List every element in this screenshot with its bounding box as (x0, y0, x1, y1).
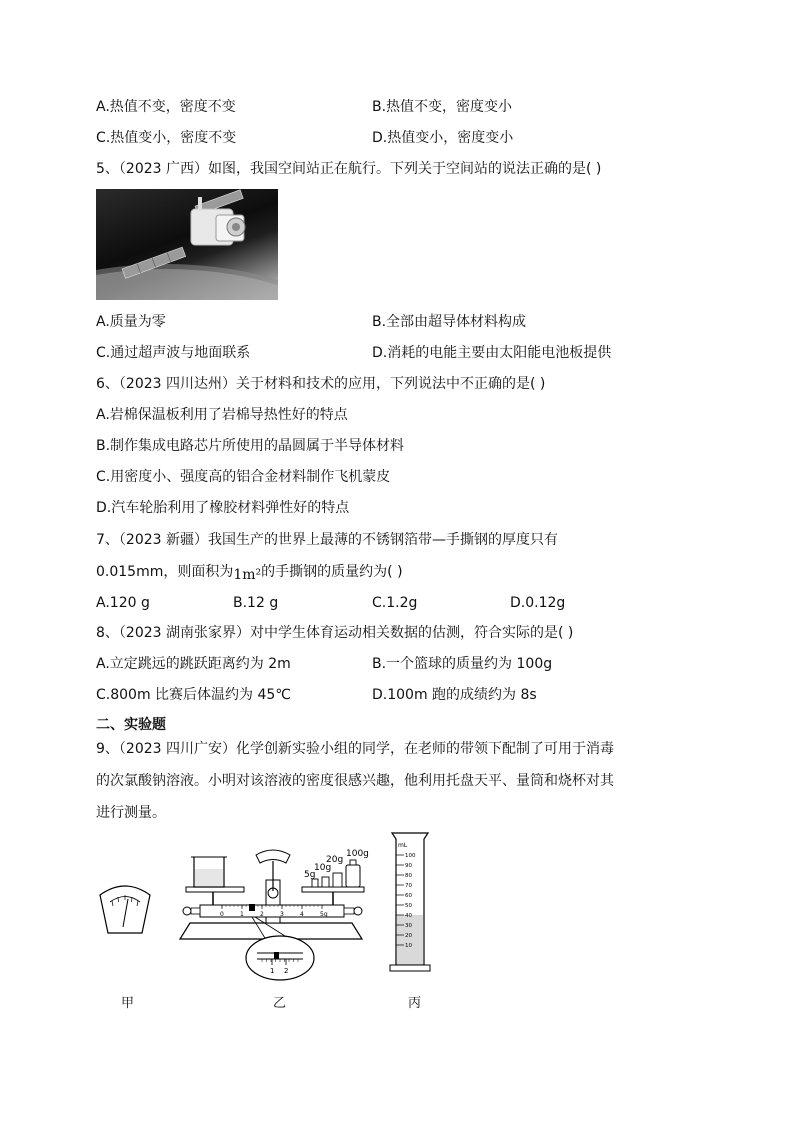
q8-option-c[interactable]: C.800m 比赛后体温约为 45℃ (96, 687, 292, 703)
weight-label: 100g (346, 849, 369, 859)
q8-options-row2 (96, 685, 716, 705)
cylinder-tick-label: 40 (405, 913, 412, 919)
q8-stem: 8、（2023 湖南张家界）对中学生体育运动相关数据的估测，符合实际的是( ) (96, 625, 574, 641)
q5-option-d[interactable]: D.消耗的电能主要由太阳能电池板提供 (372, 345, 612, 361)
q7-stem-line2 (96, 562, 403, 582)
q9-stem-line1: 9、（2023 四川广安）化学创新实验小组的同学，在老师的带领下配制了可用于消毒 (96, 741, 614, 757)
q5-stem: 5、（2023 广西）如图，我国空间站正在航行。下列关于空间站的说法正确的是( ) (96, 161, 602, 177)
beam-tick-label: 0 (220, 911, 224, 918)
q7-option-a[interactable]: A.120 g (96, 595, 150, 611)
experiment-figure (90, 825, 450, 990)
zoom-tick-label: 2 (284, 967, 289, 975)
q6-option-c[interactable]: C.用密度小、强度高的铝合金材料制作飞机蒙皮 (96, 469, 391, 485)
q6-stem: 6、（2023 四川达州）关于材料和技术的应用，下列说法中不正确的是( ) (96, 376, 546, 392)
q5-options-row2 (96, 343, 716, 363)
q7-stem-part1: 0.015mm，则面积为 (96, 564, 234, 580)
cylinder-tick-label: 30 (405, 923, 412, 929)
cylinder-tick-label: 70 (405, 883, 412, 889)
q7-options-row (96, 593, 716, 613)
q7-stem-part2: 的手撕钢的质量约为( ) (261, 564, 403, 580)
q8-option-b[interactable]: B.一个篮球的质量约为 100g (372, 656, 553, 672)
q7-stem-line1: 7、（2023 新疆）我国生产的世界上最薄的不锈钢箔带—手撕钢的厚度只有 (96, 532, 558, 548)
cylinder-tick-label: 60 (405, 893, 412, 899)
q4-options-row2 (96, 128, 716, 148)
q6-option-b[interactable]: B.制作集成电路芯片所使用的晶圆属于半导体材料 (96, 438, 405, 454)
q4-options-row1 (96, 97, 716, 117)
space-station-photo (96, 189, 278, 300)
figure-label-yi: 乙 (273, 996, 287, 1011)
q8-options-row1 (96, 654, 716, 674)
q4-option-b[interactable]: B.热值不变，密度变小 (372, 99, 513, 115)
cylinder-tick-label: 10 (405, 943, 412, 949)
weight-label: 5g (304, 870, 316, 880)
q5-options-row1 (96, 312, 716, 332)
q6-option-d[interactable]: D.汽车轮胎利用了橡胶材料弹性好的特点 (96, 500, 350, 516)
space-station-illustration (96, 189, 278, 300)
q4-option-c[interactable]: C.热值变小，密度不变 (96, 130, 237, 146)
q9-stem-line3: 进行测量。 (96, 805, 166, 821)
q6-option-a[interactable]: A.岩棉保温板利用了岩棉导热性好的特点 (96, 407, 348, 423)
q4-option-d[interactable]: D.热值变小，密度变小 (372, 130, 514, 146)
figure-label-jia: 甲 (121, 996, 135, 1011)
pointer-dial (100, 886, 150, 933)
beam-tick-label: 3 (280, 911, 284, 918)
zoom-tick-label: 1 (270, 967, 275, 975)
weight-label: 10g (314, 863, 332, 873)
q4-option-a[interactable]: A.热值不变，密度不变 (96, 99, 236, 115)
cylinder-tick-label: 50 (405, 903, 412, 909)
weight-label: 20g (326, 855, 344, 865)
beam-tick-label: 1 (240, 911, 244, 918)
q7-option-b[interactable]: B.12 g (233, 595, 279, 611)
cylinder-unit-label: mL (398, 842, 408, 849)
cylinder-tick-label: 20 (405, 933, 412, 939)
q5-option-b[interactable]: B.全部由超导体材料构成 (372, 314, 527, 330)
section-title: 二、实验题 (96, 717, 166, 733)
q7-option-c[interactable]: C.1.2g (372, 595, 418, 611)
cylinder-tick-label: 80 (405, 873, 412, 879)
q7-area-formula: 1m² (233, 567, 262, 583)
q5-option-c[interactable]: C.通过超声波与地面联系 (96, 345, 251, 361)
beam-tick-label: 4 (300, 911, 304, 918)
beam-tick-label: 5g (320, 911, 328, 918)
beam-tick-label: 2 (260, 911, 264, 918)
figure-label-bing: 丙 (408, 996, 422, 1011)
q8-option-d[interactable]: D.100m 跑的成绩约为 8s (372, 687, 537, 703)
cylinder-tick-label: 100 (405, 853, 416, 859)
q5-option-a[interactable]: A.质量为零 (96, 314, 166, 330)
cylinder-tick-label: 90 (405, 863, 412, 869)
q9-stem-line2: 的次氯酸钠溶液。小明对该溶液的密度很感兴趣，他利用托盘天平、量筒和烧杯对其 (96, 773, 614, 789)
q8-option-a[interactable]: A.立定跳远的跳跃距离约为 2m (96, 656, 291, 672)
q7-option-d[interactable]: D.0.12g (510, 595, 566, 611)
